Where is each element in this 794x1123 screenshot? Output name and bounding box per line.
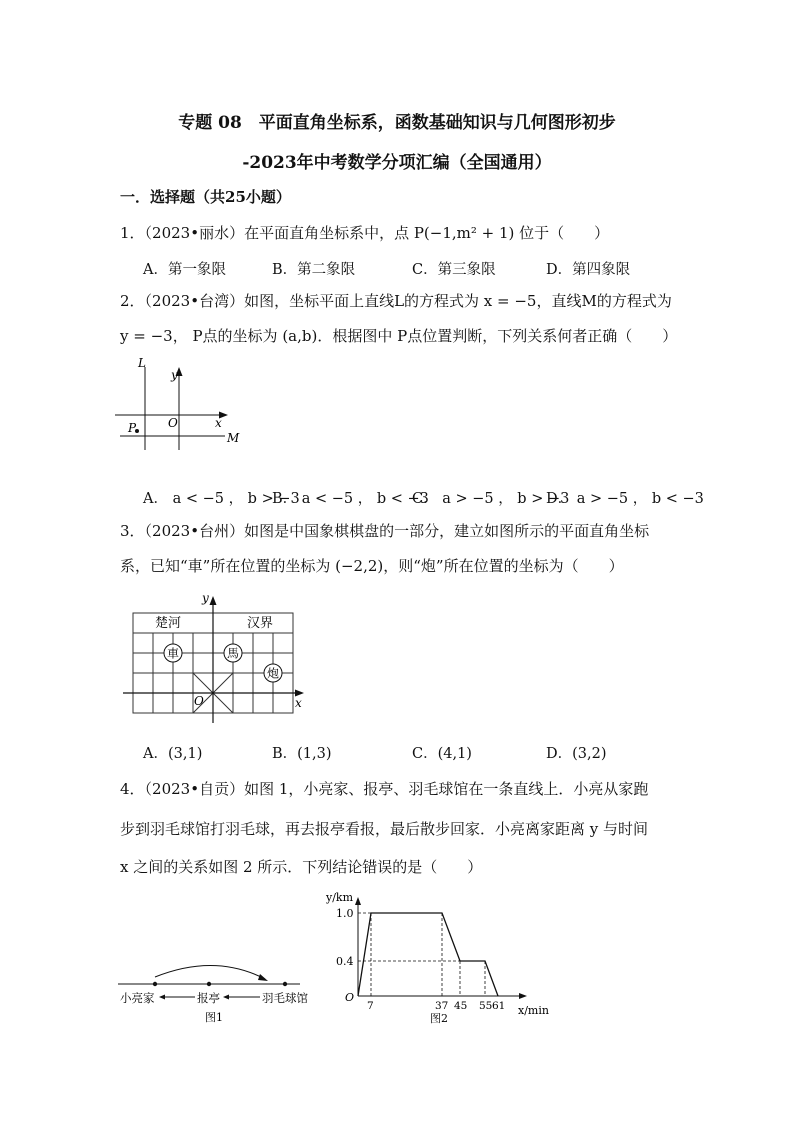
- q3-piece-ma: [224, 644, 242, 662]
- q4-court-dot: [283, 982, 287, 986]
- q2-figure: [115, 355, 250, 455]
- q4-x-arrow-icon: [519, 993, 527, 999]
- q3-piece-pao-label: 炮: [266, 666, 280, 681]
- q3-piece-ma-label: 馬: [226, 646, 240, 661]
- q4-x-axis-label: x/min: [518, 1004, 549, 1017]
- q4-court-label: 羽毛球馆: [262, 991, 308, 1005]
- q3-label-o: O: [194, 694, 204, 708]
- q2-option-c: C． a > −5 ， b > −3: [412, 491, 570, 507]
- q2-option-b: B． a < −5 ， b < −3: [272, 491, 429, 507]
- q3-hanjie-label: 汉界: [247, 616, 274, 631]
- q3-label-y: y: [202, 591, 209, 605]
- q4-xtick-61: 61: [492, 1000, 506, 1012]
- q3-piece-che-label: 車: [166, 646, 180, 661]
- q4-y-axis-label: y/km: [326, 891, 354, 904]
- q4-kiosk-label: 报亭: [197, 991, 220, 1005]
- q3-figure: [118, 588, 313, 726]
- q4-arrow-to-kiosk-icon: [223, 995, 229, 1000]
- q3-option-a: A．(3,1): [143, 746, 203, 762]
- doc-title-line2: -2023年中考数学分项汇编（全国通用）: [242, 153, 552, 173]
- q4-arrow-to-home-icon: [159, 995, 165, 1000]
- q3-line2: 系，已知“車”所在位置的坐标为 (−2,2)，则“炮”所在位置的坐标为（ ）: [120, 557, 624, 575]
- q3-piece-che: [164, 644, 182, 662]
- q3-chuhe-label: 楚河: [155, 616, 182, 631]
- q2-label-l: L: [138, 356, 146, 370]
- q4-xtick-37: 37: [435, 1000, 449, 1012]
- q4-home-label: 小亮家: [120, 991, 155, 1005]
- q4-xtick-7: 7: [367, 1000, 374, 1012]
- q3-option-d: D．(3,2): [546, 746, 607, 762]
- q3-piece-pao: [264, 664, 282, 682]
- q2-label-o: O: [168, 416, 178, 430]
- q4-fig1-caption: 图1: [205, 1011, 223, 1024]
- q4-line2: 步到羽毛球馆打羽毛球，再去报亭看报，最后散步回家．小亮离家距离 y 与时间: [120, 820, 649, 838]
- q4-route-arrow-icon: [258, 974, 268, 981]
- q2-label-x: x: [215, 416, 222, 430]
- q4-xtick-45: 45: [454, 1000, 468, 1012]
- q4-home-dot: [153, 982, 157, 986]
- q2-line1: 2．（2023•台湾）如图，坐标平面上直线L的方程式为 x = −5，直线M的方程式为: [120, 292, 672, 310]
- q2-label-y: y: [171, 368, 178, 382]
- q1-option-d: D．第四象限: [546, 262, 631, 278]
- q4-fig2-caption: 图2: [430, 1012, 448, 1025]
- q4-guide-lines: [358, 913, 485, 996]
- q4-line3: x 之间的关系如图 2 所示．下列结论错误的是（ ）: [120, 858, 483, 876]
- q2-label-m: M: [227, 431, 240, 445]
- q4-xtick-55: 55: [479, 1000, 493, 1012]
- q1-option-a: A．第一象限: [143, 262, 226, 278]
- q4-figure-2: [322, 888, 550, 1026]
- q2-option-d: D． a > −5 ， b < −3: [546, 491, 704, 507]
- doc-title-line1: 专题 08 平面直角坐标系，函数基础知识与几何图形初步: [178, 113, 616, 133]
- q3-label-x: x: [295, 696, 302, 710]
- q4-figure-1: [115, 955, 320, 1027]
- q2-option-a: A． a < −5 ， b > −3: [143, 491, 300, 507]
- q1-option-c: C．第三象限: [412, 262, 496, 278]
- q1-option-b: B．第二象限: [272, 262, 356, 278]
- q4-route-arc: [155, 965, 265, 979]
- section-heading: 一．选择题（共25小题）: [120, 188, 291, 206]
- q4-distance-line: [358, 913, 498, 996]
- q2-label-p: P: [128, 421, 137, 435]
- q3-line1: 3．（2023•台州）如图是中国象棋棋盘的一部分，建立如图所示的平面直角坐标: [120, 522, 650, 540]
- q4-y-arrow-icon: [355, 897, 361, 905]
- q4-ytick-04: 0.4: [336, 955, 354, 968]
- q4-line1: 4．（2023•自贡）如图 1，小亮家、报亭、羽毛球馆在一条直线上．小亮从家跑: [120, 780, 649, 798]
- q3-option-b: B．(1,3): [272, 746, 332, 762]
- q3-y-arrow-icon: [210, 596, 217, 605]
- q4-ytick-1: 1.0: [336, 907, 354, 920]
- q3-option-c: C．(4,1): [412, 746, 472, 762]
- q1-text: 1．（2023•丽水）在平面直角坐标系中，点 P(−1,m² + 1) 位于（ ）: [120, 224, 610, 242]
- q2-line2: y = −3， P点的坐标为 (a,b)．根据图中 P点位置判断，下列关系何者正确（ ）: [120, 327, 678, 345]
- q4-origin-label: O: [345, 991, 355, 1004]
- q4-kiosk-dot: [207, 982, 211, 986]
